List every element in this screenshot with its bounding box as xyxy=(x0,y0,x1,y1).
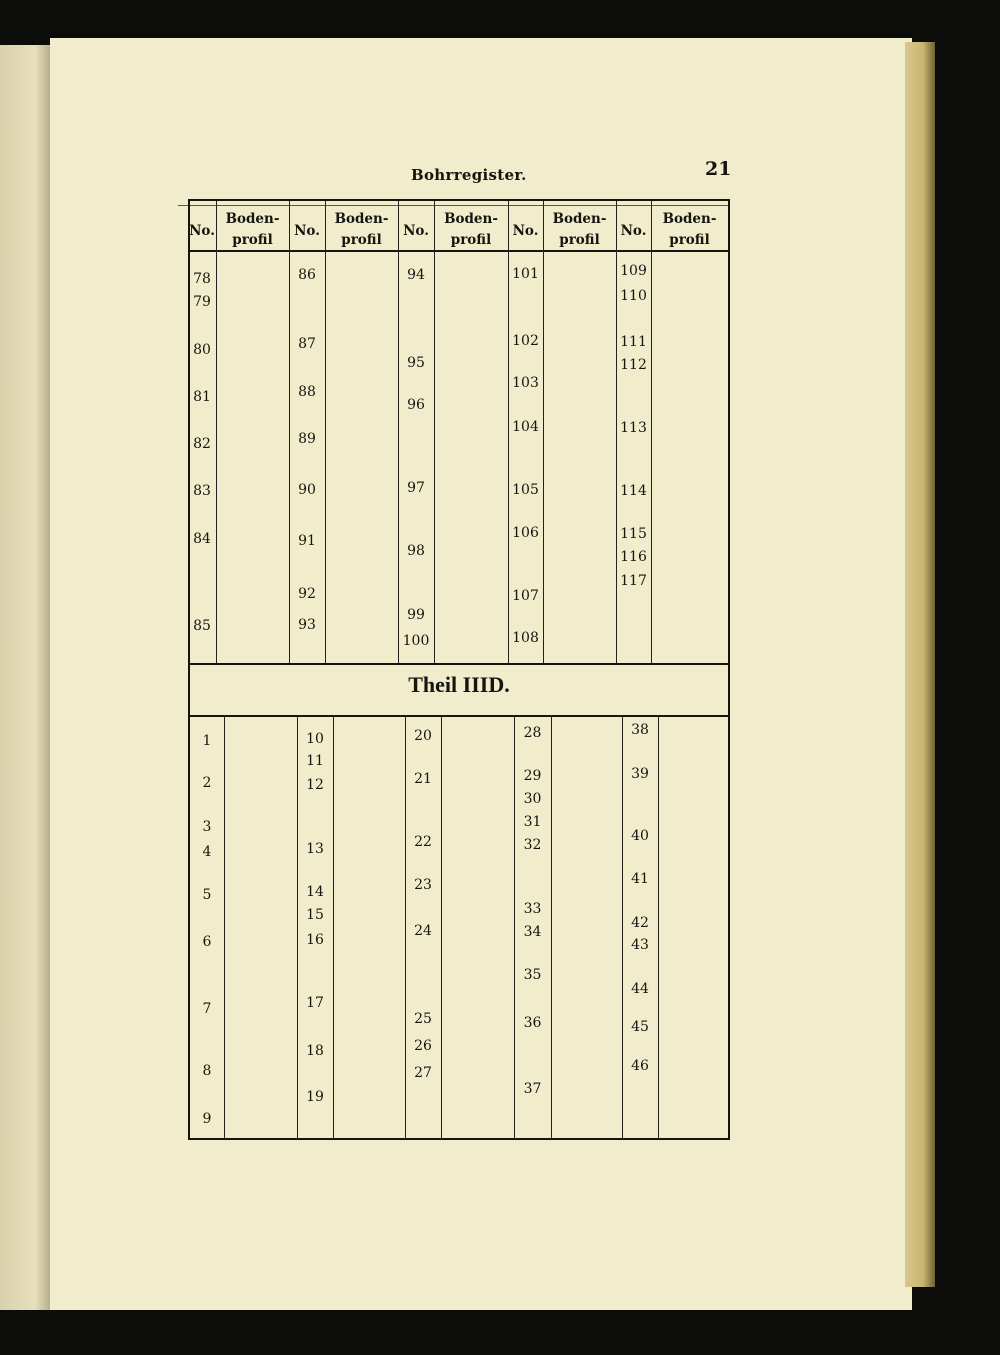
row-number: 79 xyxy=(193,294,211,310)
header-profile-top: Boden- xyxy=(662,211,717,227)
row-number: 17 xyxy=(306,995,324,1011)
row-number: 39 xyxy=(631,766,649,782)
row-number: 23 xyxy=(414,877,432,893)
row-number: 91 xyxy=(298,533,316,549)
header-profile-bottom: profil xyxy=(232,232,273,248)
row-number: 24 xyxy=(414,923,432,939)
col-divider xyxy=(434,201,435,663)
row-number: 116 xyxy=(620,549,647,565)
row-number: 90 xyxy=(298,482,316,498)
row-number: 45 xyxy=(631,1019,649,1035)
header-profile-top: Boden- xyxy=(444,211,498,227)
header-no: No. xyxy=(189,223,215,239)
row-number: 84 xyxy=(193,531,211,547)
row-number: 117 xyxy=(620,573,647,589)
row-number: 87 xyxy=(298,336,316,352)
row-number: 34 xyxy=(523,924,542,940)
row-number: 94 xyxy=(407,267,425,283)
row-number: 46 xyxy=(631,1058,649,1074)
row-number: 108 xyxy=(512,630,539,646)
row-number: 98 xyxy=(407,543,425,559)
section-rule-top xyxy=(188,663,730,665)
section-title: Theil IIID. xyxy=(408,672,510,697)
row-number: 31 xyxy=(523,814,542,830)
row-number: 38 xyxy=(631,722,649,738)
row-number: 99 xyxy=(407,607,425,623)
row-number: 83 xyxy=(193,483,211,499)
row-number: 1 xyxy=(202,733,212,749)
row-number: 11 xyxy=(306,753,324,769)
row-number: 16 xyxy=(306,932,324,948)
header-profile-bottom: profil xyxy=(559,232,600,248)
row-number: 97 xyxy=(407,480,425,496)
row-number: 7 xyxy=(202,1001,212,1017)
header-profile-bottom: profil xyxy=(669,232,710,248)
running-title: Bohrregister. xyxy=(411,166,527,184)
row-number: 13 xyxy=(306,841,324,857)
row-number: 35 xyxy=(523,967,542,983)
row-number: 19 xyxy=(306,1089,324,1105)
row-number: 12 xyxy=(306,777,324,793)
row-number: 113 xyxy=(620,420,647,436)
header-no: No. xyxy=(512,223,539,239)
row-number: 86 xyxy=(298,267,316,283)
row-number: 6 xyxy=(202,934,212,950)
header-profile-bottom: profil xyxy=(341,232,382,248)
left-page-edge xyxy=(0,45,50,1310)
row-number: 18 xyxy=(306,1043,324,1059)
row-number: 2 xyxy=(202,775,212,791)
row-number: 4 xyxy=(202,844,212,860)
row-number: 106 xyxy=(512,525,539,541)
row-number: 26 xyxy=(414,1038,432,1054)
page-number: 21 xyxy=(705,158,732,180)
row-number: 82 xyxy=(193,436,211,452)
section-rule-bottom xyxy=(188,715,730,717)
row-number: 107 xyxy=(512,588,539,604)
row-number: 22 xyxy=(414,834,432,850)
row-number: 25 xyxy=(414,1011,432,1027)
row-number: 92 xyxy=(298,586,316,602)
row-number: 40 xyxy=(631,828,649,844)
col-divider xyxy=(658,717,659,1138)
row-number: 29 xyxy=(523,768,542,784)
row-number: 78 xyxy=(193,271,211,287)
row-number: 109 xyxy=(620,263,647,279)
row-number: 101 xyxy=(512,266,539,282)
header-profile-top: Boden- xyxy=(334,211,389,227)
row-number: 93 xyxy=(298,617,316,633)
row-number: 5 xyxy=(202,887,212,903)
row-number: 43 xyxy=(631,937,649,953)
col-divider xyxy=(224,717,225,1138)
row-number: 21 xyxy=(414,771,432,787)
row-number: 37 xyxy=(523,1081,542,1097)
header-no: No. xyxy=(620,223,647,239)
row-number: 9 xyxy=(202,1111,212,1127)
row-number: 36 xyxy=(523,1015,542,1031)
row-number: 27 xyxy=(414,1065,432,1081)
row-number: 114 xyxy=(620,483,647,499)
row-number: 10 xyxy=(306,731,324,747)
row-number: 30 xyxy=(523,791,542,807)
row-number: 15 xyxy=(306,907,324,923)
row-number: 96 xyxy=(407,397,425,413)
row-number: 32 xyxy=(523,837,542,853)
row-number: 102 xyxy=(512,333,539,349)
row-number: 3 xyxy=(202,819,212,835)
row-number: 111 xyxy=(620,334,647,350)
col-divider xyxy=(551,717,552,1138)
col-divider xyxy=(333,717,334,1138)
col-divider xyxy=(441,717,442,1138)
header-no: No. xyxy=(294,223,320,239)
row-number: 85 xyxy=(193,618,211,634)
row-number: 112 xyxy=(620,357,647,373)
row-number: 105 xyxy=(512,482,539,498)
row-number: 42 xyxy=(631,915,649,931)
row-number: 100 xyxy=(402,633,430,649)
header-rule xyxy=(188,250,730,252)
header-profile-top: Boden- xyxy=(552,211,607,227)
col-divider xyxy=(325,201,326,663)
row-number: 88 xyxy=(298,384,316,400)
col-divider xyxy=(651,201,652,663)
row-number: 110 xyxy=(620,288,647,304)
row-number: 81 xyxy=(193,389,211,405)
header-profile-top: Boden- xyxy=(225,211,280,227)
row-number: 41 xyxy=(631,871,649,887)
row-number: 44 xyxy=(631,981,649,997)
col-divider xyxy=(216,201,217,663)
page-stack-edge xyxy=(905,42,935,1287)
row-number: 89 xyxy=(298,431,316,447)
row-number: 14 xyxy=(306,884,324,900)
row-number: 33 xyxy=(523,901,542,917)
row-number: 8 xyxy=(202,1063,212,1079)
row-number: 104 xyxy=(512,419,539,435)
row-number: 115 xyxy=(620,526,647,542)
header-profile-bottom: profil xyxy=(450,232,492,248)
header-no: No. xyxy=(403,223,429,239)
col-divider xyxy=(543,201,544,663)
row-number: 95 xyxy=(407,355,425,371)
row-number: 20 xyxy=(414,728,432,744)
row-number: 80 xyxy=(193,342,211,358)
row-number: 103 xyxy=(512,375,539,391)
row-number: 28 xyxy=(523,725,542,741)
